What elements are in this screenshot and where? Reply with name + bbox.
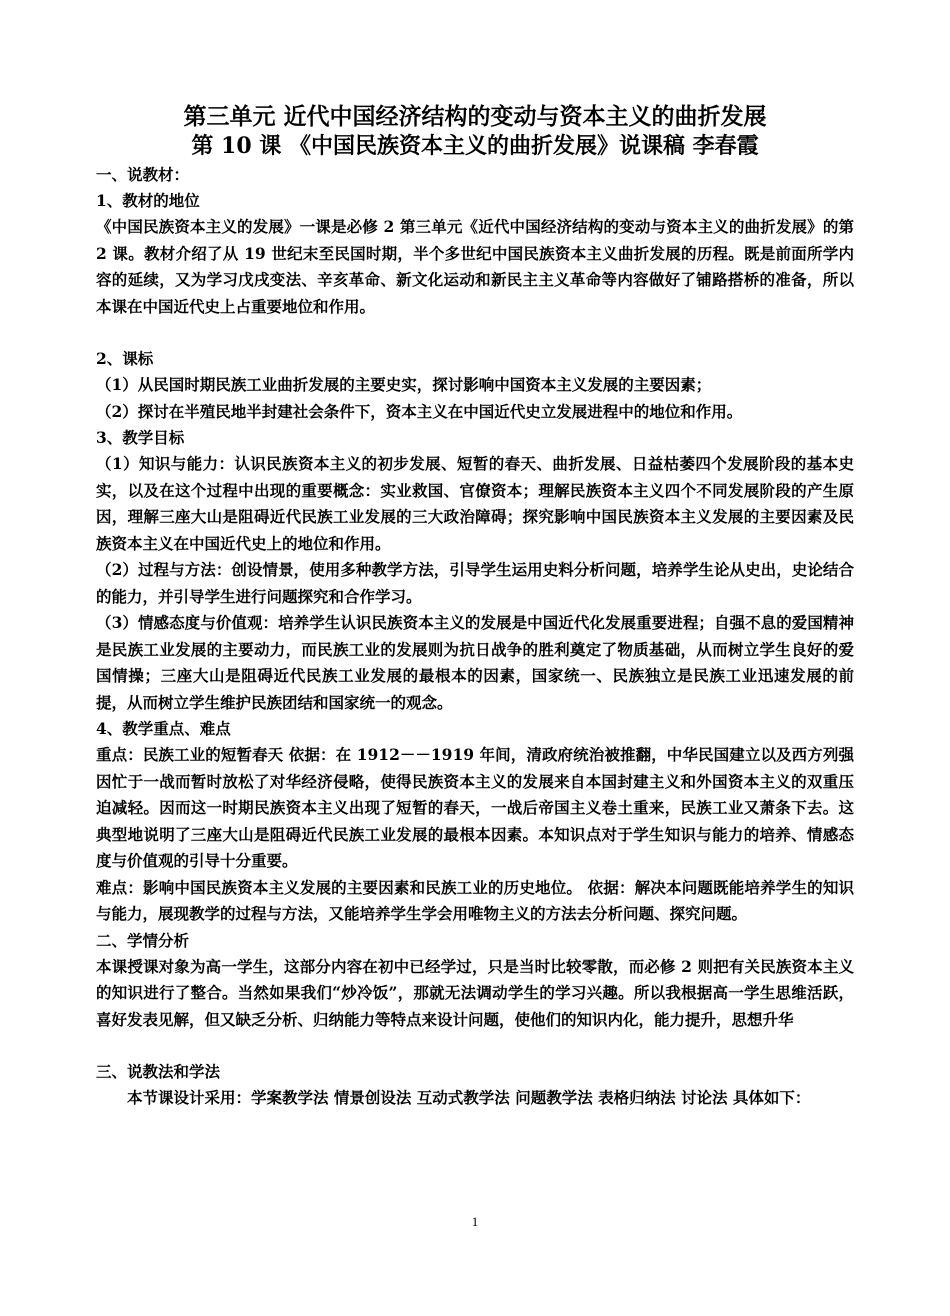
- objective-process: （2）过程与方法：创设情景，使用多种教学方法，引导学生运用史料分析问题，培养学生论从史出，史论结合的能力，并引导学生进行问题探究和合作学习。: [96, 560, 854, 606]
- section-heading-textbook: 一、说教材：: [96, 165, 190, 184]
- objective-knowledge: （1）知识与能力：认识民族资本主义的初步发展、短暂的春天、曲折发展、日益枯萎四个发展阶段的基本史实，以及在这个过程中出现的重要概念：实业救国、官僚资本；理解民族资本主义四个不同发展阶段的产生原因，理解三座大山是阻碍近代民族工业发展的三大政治障碍；探究影响中国民族资本主义发展的主要因素及民族资本主义在中国近代史上的地位和作用。: [96, 454, 854, 553]
- paragraph-key-point: 重点：民族工业的短暂春天 依据：在 1912－－1919 年间，清政府统治被推翻，中华民国建立以及西方列强因忙于一战而暂时放松了对华经济侵略，使得民族资本主义的发展来自本国封建主义和外国资本主义的双重压迫减轻。因而这一时期民族资本主义出现了短暂的春天，一战后帝国主义卷土重来，民族工业又萧条下去。这典型地说明了三座大山是阻碍近代民族工业发展的最根本因素。本知识点对于学生知识与能力的培养、情感态度与价值观的引导十分重要。: [96, 745, 854, 870]
- section-heading-methods: 三、说教法和学法: [96, 1062, 221, 1081]
- objective-attitude: （3）情感态度与价值观：培养学生认识民族资本主义的发展是中国近代化发展重要进程；自强不息的爱国精神是民族工业发展的主要动力，而民族工业的发展则为抗日战争的胜利奠定了物质基础，从而树立学生良好的爱国情操；三座大山是阻碍近代民族工业发展的最根本的因素，国家统一、民族独立是民族工业迅速发展的前提，从而树立学生维护民族团结和国家统一的观念。: [96, 613, 854, 712]
- paragraph-learner-analysis: 本课授课对象为高一学生，这部分内容在初中已经学过，只是当时比较零散，而必修 2 则把有关民族资本主义的知识进行了整合。当然如果我们“炒冷饭”，那就无法调动学生的学习兴趣。所以我根据高一学生思维活跃，喜好发表见解，但又缺乏分析、归纳能力等特点来设计问题，使他们的知识内化，能力提升，思想升华: [96, 956, 854, 1029]
- paragraph-position: 《中国民族资本主义的发展》一课是必修 2 第三单元《近代中国经济结构的变动与资本主义的曲折发展》的第 2 课。教材介绍了从 19 世纪末至民国时期，半个多世纪中国民族资本主义曲折发展的历程。既是前面所学内容的延续，又为学习戊戌变法、辛亥革命、新文化运动和新民主主义革命等内容做好了铺路搭桥的准备，所以本课在中国近代史上占重要地位和作用。: [96, 217, 854, 316]
- document-title: 第三单元 近代中国经济结构的变动与资本主义的曲折发展: [183, 103, 767, 130]
- paragraph-difficult-point: 难点：影响中国民族资本主义发展的主要因素和民族工业的历史地位。 依据：解决本问题既能培养学生的知识与能力，展现教学的过程与方法，又能培养学生学会用唯物主义的方法去分析问题、探究问题。: [96, 877, 854, 923]
- subsection-heading-position: 1、教材的地位: [96, 191, 200, 210]
- subsection-heading-objectives: 3、教学目标: [96, 428, 185, 447]
- blank-line: [96, 1033, 854, 1059]
- standard-item-1: （1）从民国时期民族工业曲折发展的主要史实，探讨影响中国资本主义发展的主要因素；: [96, 375, 712, 394]
- blank-line: [96, 320, 854, 346]
- subsection-heading-standard: 2、课标: [96, 349, 154, 368]
- paragraph-methods: 本节课设计采用：学案教学法 情景创设法 互动式教学法 问题教学法 表格归纳法 讨论法 具体如下：: [127, 1088, 811, 1107]
- standard-item-2: （2）探讨在半殖民地半封建社会条件下，资本主义在中国近代史立发展进程中的地位和作用。: [96, 401, 743, 421]
- subsection-heading-key-points: 4、教学重点、难点: [96, 719, 231, 738]
- lesson-title: 第 10 课 《中国民族资本主义的曲折发展》说课稿 李春霞: [191, 133, 759, 159]
- page-number: 1: [471, 1214, 479, 1229]
- section-heading-learner-analysis: 二、学情分析: [96, 930, 190, 950]
